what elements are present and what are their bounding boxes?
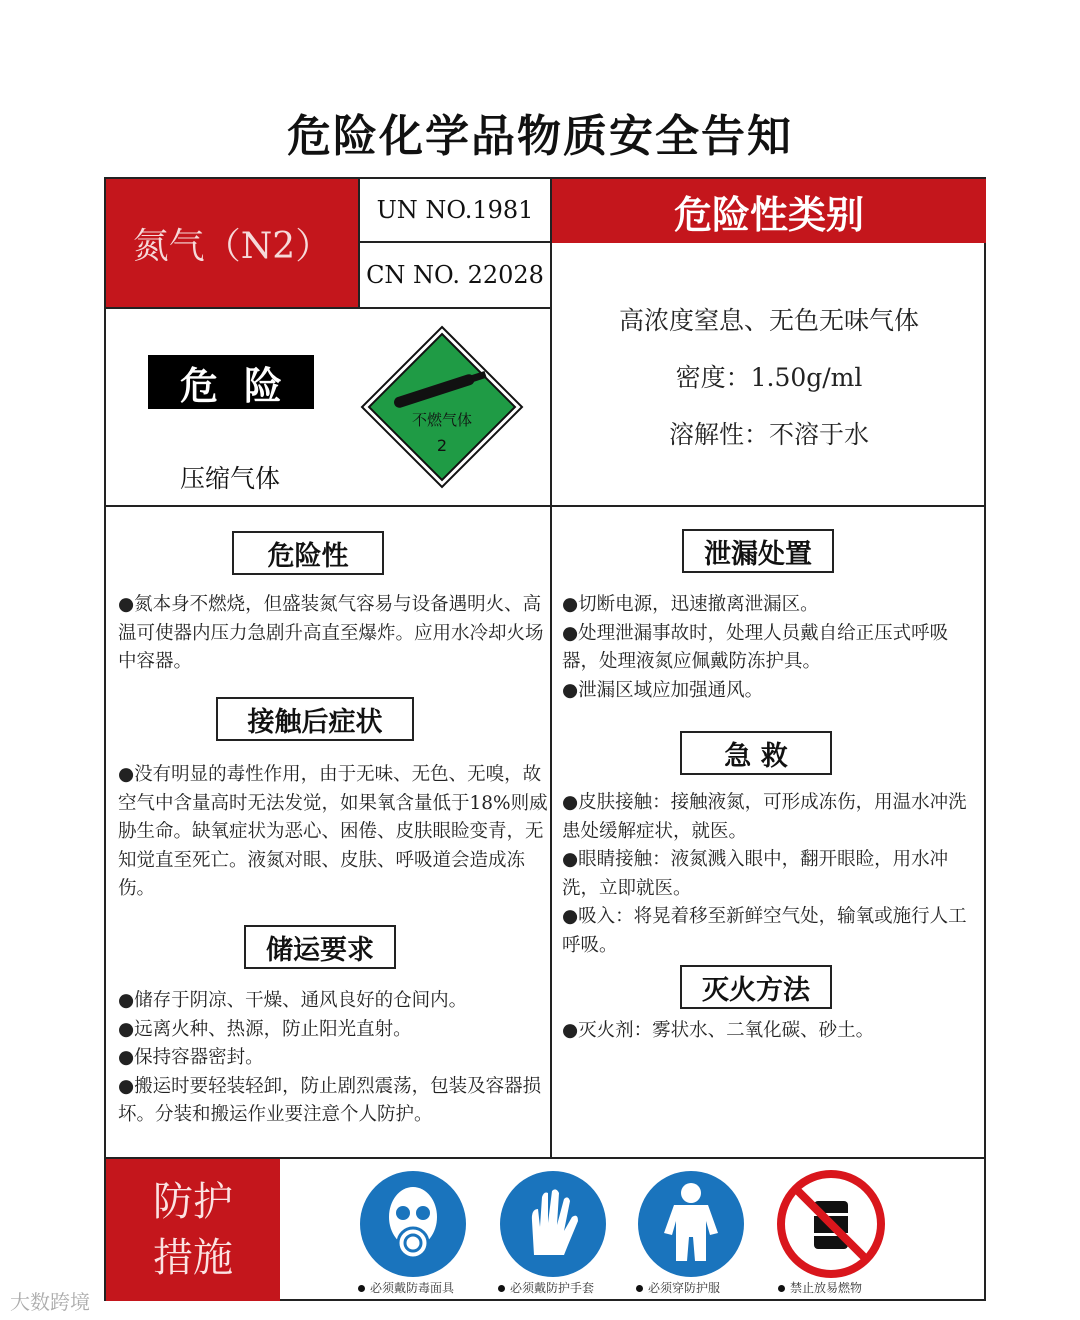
un-number: UN NO.1981 [358, 179, 550, 243]
paragraph: ●眼睛接触：液氮溅入眼中，翻开眼睑，用水冲洗，立即就医。 [562, 849, 949, 899]
gas-mask-icon [358, 1169, 468, 1279]
protection-label-line: 防护 [153, 1179, 233, 1225]
storage-section-title: 储运要求 [244, 925, 396, 969]
leak-section-title: 泄漏处置 [682, 529, 834, 573]
cn-number: CN NO. 22028 [358, 243, 550, 307]
caption-text: 禁止放易燃物 [790, 1281, 863, 1295]
paragraph: ●保持容器密封。 [118, 1047, 264, 1068]
no-flammables-icon [776, 1169, 886, 1279]
gloves-icon [498, 1169, 608, 1279]
non-flammable-gas-diamond-icon [360, 325, 524, 489]
caption-text: 必须戴防护手套 [510, 1281, 595, 1295]
paragraph: ●搬运时要轻装轻卸，防止剧烈震荡，包装及容器损坏。分装和搬运作业要注意个人防护。 [118, 1075, 542, 1125]
paragraph: ●储存于阴凉、干燥、通风良好的仓间内。 [118, 990, 468, 1011]
paragraph: ●泄漏区域应加强通风。 [562, 679, 764, 701]
storage-text [118, 987, 548, 1130]
class-label: 压缩气体 [180, 464, 281, 493]
first-aid-text [562, 789, 982, 960]
divider [550, 505, 552, 1157]
property-line: 高浓度窒息、无色无味气体 [618, 306, 919, 335]
safety-sheet [104, 177, 986, 1301]
caption-text: 必须戴防毒面具 [370, 1281, 455, 1295]
protective-suit-icon [636, 1169, 746, 1279]
paragraph: ●皮肤接触：接触液氮，可形成冻伤，用温水冲洗患处缓解症状，就医。 [562, 792, 967, 842]
symptoms-text [118, 761, 548, 904]
paragraph: ●没有明显的毒性作用，由于无味、无色、无嗅，故空气中含量高时无法发觉，如果氧含量低于18%则威胁生命。缺氧症状为恶心、困倦、皮肤眼睑变青，无知觉直至死亡。液氮对眼、皮肤、呼吸道会造成冻伤。 [118, 764, 548, 899]
diamond-number: 2 [436, 436, 448, 455]
hazard-properties [550, 243, 986, 505]
property-line: 密度：1.50g/ml [675, 363, 863, 392]
symptoms-section-title: 接触后症状 [216, 697, 414, 741]
property-line: 溶解性：不溶于水 [668, 420, 869, 449]
paragraph: ●氮本身不燃烧，但盛装氮气容易与设备遇明火、高温可使器内压力急剧升高直至爆炸。应用水冷却火场中容器。 [118, 594, 544, 672]
sign-caption [778, 1279, 862, 1296]
caption-text: 必须穿防护服 [648, 1281, 721, 1295]
fire-text [562, 1017, 982, 1046]
protection-label-line: 措施 [153, 1235, 233, 1281]
fire-section-title: 灭火方法 [680, 965, 832, 1009]
hazard-text [118, 591, 548, 677]
sign-caption [498, 1279, 594, 1296]
paragraph: ●处理泄漏事故时，处理人员戴自给正压式呼吸器，处理液氮应佩戴防冻护具。 [562, 622, 949, 672]
substance-name: 氮气（N2） [106, 179, 358, 307]
page-title: 危险化学品物质安全告知 [287, 111, 793, 162]
protection-label [106, 1159, 280, 1301]
danger-label: 危险 [148, 355, 314, 409]
paragraph: ●吸入：将晃着移至新鲜空气处，输氧或施行人工呼吸。 [562, 906, 967, 956]
paragraph: ●灭火剂：雾状水、二氧化碳、砂土。 [562, 1020, 875, 1041]
leak-text [562, 591, 982, 705]
hazard-section-title: 危险性 [232, 531, 384, 575]
divider [106, 505, 986, 507]
danger-panel [106, 307, 550, 505]
watermark: 大数跨境 [10, 1290, 90, 1314]
sign-caption [636, 1279, 720, 1296]
sign-caption [358, 1279, 454, 1296]
paragraph: ●切断电源，迅速撤离泄漏区。 [562, 594, 819, 615]
diamond-text: 不燃气体 [411, 411, 473, 429]
paragraph: ●远离火种、热源，防止阳光直射。 [118, 1018, 412, 1040]
hazard-category-heading: 危险性类别 [550, 179, 986, 243]
first-aid-section-title: 急 救 [680, 731, 832, 775]
